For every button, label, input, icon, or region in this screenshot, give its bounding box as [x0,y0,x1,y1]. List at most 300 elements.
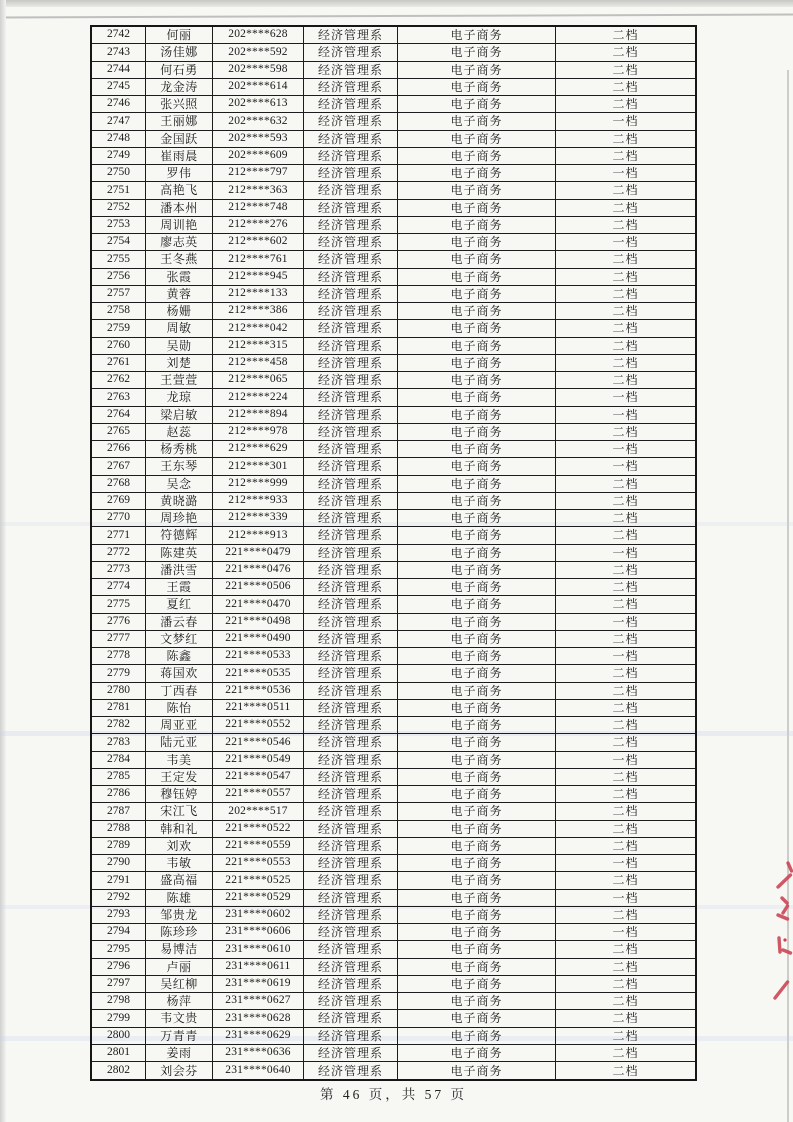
cell-major: 电子商务 [398,286,556,302]
cell-name: 韦文贵 [146,1010,213,1026]
table-row [92,976,695,993]
cell-major: 电子商务 [398,510,556,526]
cell-no: 2764 [92,407,146,423]
scan-top-edge-line [0,13,793,18]
table-row [92,1010,695,1027]
cell-major: 电子商务 [398,648,556,664]
cell-dept: 经济管理系 [304,596,398,612]
cell-major: 电子商务 [398,1045,556,1061]
cell-tier: 一档 [612,442,639,457]
table-row [92,838,695,855]
cell-name: 龙琼 [146,389,213,405]
cell-tier: 二档 [612,1011,639,1026]
cell-dept: 经济管理系 [304,441,398,457]
cell-tier: 二档 [612,562,639,577]
cell-name: 黄蓉 [146,286,213,302]
cell-dept: 经济管理系 [304,734,398,750]
cell-name: 杨秀桃 [146,441,213,457]
cell-no: 2766 [92,441,146,457]
cell-tier: 一档 [612,235,639,250]
cell-major: 电子商务 [398,493,556,509]
cell-tier: 二档 [612,821,639,836]
table-row [92,769,695,786]
cell-id: 231****0619 [213,976,304,992]
cell-dept: 经济管理系 [304,165,398,181]
cell-name: 刘楚 [146,355,213,371]
cell-no: 2743 [92,44,146,60]
cell-tier: 二档 [612,511,639,526]
table-row [92,131,695,148]
cell-major: 电子商务 [398,234,556,250]
cell-id: 221****0553 [213,855,304,871]
cell-dept: 经济管理系 [304,131,398,147]
cell-tier: 二档 [612,994,639,1009]
cell-tier: 二档 [612,700,639,715]
cell-major: 电子商务 [398,527,556,543]
table-row [92,441,695,458]
cell-name: 周珍艳 [146,510,213,526]
cell-no: 2745 [92,79,146,95]
cell-id: 202****598 [213,62,304,78]
cell-dept: 经济管理系 [304,665,398,681]
table-row [92,234,695,251]
cell-no: 2776 [92,614,146,630]
cell-id: 212****458 [213,355,304,371]
cell-name: 吴红柳 [146,976,213,992]
cell-id: 221****0529 [213,890,304,906]
cell-major: 电子商务 [398,562,556,578]
cell-no: 2800 [92,1028,146,1044]
cell-major: 电子商务 [398,79,556,95]
cell-tier: 二档 [612,321,639,336]
table-row [92,803,695,820]
cell-major: 电子商务 [398,303,556,319]
table-row [92,786,695,803]
cell-name: 韦敏 [146,855,213,871]
cell-no: 2791 [92,872,146,888]
cell-dept: 经济管理系 [304,407,398,423]
cell-name: 宋江飞 [146,803,213,819]
cell-name: 韦美 [146,752,213,768]
cell-no: 2795 [92,941,146,957]
cell-id: 221****0522 [213,821,304,837]
cell-major: 电子商务 [398,44,556,60]
cell-dept: 经济管理系 [304,648,398,664]
cell-tier: 二档 [612,200,639,215]
cell-id: 212****748 [213,200,304,216]
cell-tier: 一档 [612,114,639,129]
table-row [92,96,695,113]
cell-tier: 二档 [612,493,639,508]
table-row [92,79,695,96]
cell-id: 212****602 [213,234,304,250]
cell-no: 2793 [92,907,146,923]
cell-major: 电子商务 [398,217,556,233]
cell-tier: 一档 [612,856,639,871]
cell-name: 陈鑫 [146,648,213,664]
cell-tier: 二档 [612,907,639,922]
cell-major: 电子商务 [398,458,556,474]
table-row [92,424,695,441]
cell-id: 202****632 [213,113,304,129]
cell-tier: 一档 [612,459,639,474]
cell-name: 周训艳 [146,217,213,233]
cell-dept: 经济管理系 [304,1010,398,1026]
cell-major: 电子商务 [398,683,556,699]
table-row [92,251,695,268]
cell-dept: 经济管理系 [304,79,398,95]
cell-name: 周亚亚 [146,717,213,733]
cell-id: 212****978 [213,424,304,440]
cell-no: 2747 [92,113,146,129]
cell-id: 221****0479 [213,545,304,561]
cell-dept: 经济管理系 [304,113,398,129]
page-footer: 第 46 页，共 57 页 [320,1087,467,1102]
cell-dept: 经济管理系 [304,286,398,302]
cell-no: 2786 [92,786,146,802]
cell-no: 2768 [92,476,146,492]
cell-id: 231****0628 [213,1010,304,1026]
cell-no: 2758 [92,303,146,319]
cell-tier: 二档 [612,838,639,853]
cell-tier: 二档 [612,62,639,77]
cell-tier: 一档 [612,752,639,767]
table-row [92,890,695,907]
cell-name: 何石勇 [146,62,213,78]
cell-dept: 经济管理系 [304,476,398,492]
table-row [92,717,695,734]
cell-no: 2772 [92,545,146,561]
cell-major: 电子商务 [398,182,556,198]
cell-id: 221****0549 [213,752,304,768]
cell-id: 212****224 [213,389,304,405]
cell-name: 陈建英 [146,545,213,561]
cell-dept: 经济管理系 [304,683,398,699]
cell-major: 电子商务 [398,993,556,1009]
cell-major: 电子商务 [398,62,556,78]
cell-no: 2774 [92,579,146,595]
cell-tier: 二档 [612,286,639,301]
cell-no: 2792 [92,890,146,906]
cell-name: 廖志英 [146,234,213,250]
cell-no: 2756 [92,269,146,285]
table-row [92,941,695,958]
cell-dept: 经济管理系 [304,372,398,388]
cell-tier: 二档 [612,148,639,163]
cell-tier: 二档 [612,131,639,146]
cell-major: 电子商务 [398,165,556,181]
table-row [92,527,695,544]
cell-name: 盛高福 [146,872,213,888]
cell-no: 2797 [92,976,146,992]
table-row [92,614,695,631]
cell-no: 2796 [92,959,146,975]
table-row [92,44,695,61]
cell-tier: 二档 [612,976,639,991]
cell-tier: 一档 [612,890,639,905]
table-row [92,510,695,527]
red-ink-stamp-marks-icon [768,855,793,1005]
cell-id: 231****0602 [213,907,304,923]
cell-dept: 经济管理系 [304,717,398,733]
cell-id: 202****613 [213,96,304,112]
cell-name: 符德辉 [146,527,213,543]
cell-name: 黄晓潞 [146,493,213,509]
cell-major: 电子商务 [398,131,556,147]
cell-id: 212****761 [213,251,304,267]
cell-name: 卢丽 [146,959,213,975]
cell-id: 202****628 [213,27,304,43]
cell-id: 221****0490 [213,631,304,647]
table-row [92,752,695,769]
cell-tier: 二档 [612,28,639,43]
cell-no: 2773 [92,562,146,578]
table-row [92,458,695,475]
cell-dept: 经济管理系 [304,1028,398,1044]
cell-tier: 一档 [612,407,639,422]
cell-major: 电子商务 [398,700,556,716]
cell-major: 电子商务 [398,631,556,647]
cell-tier: 二档 [612,45,639,60]
table-row [92,113,695,130]
cell-dept: 经济管理系 [304,924,398,940]
cell-dept: 经济管理系 [304,959,398,975]
cell-dept: 经济管理系 [304,493,398,509]
cell-major: 电子商务 [398,320,556,336]
cell-name: 王定发 [146,769,213,785]
cell-id: 212****894 [213,407,304,423]
cell-tier: 二档 [612,1028,639,1043]
cell-tier: 二档 [612,666,639,681]
table-row [92,493,695,510]
cell-major: 电子商务 [398,1062,556,1079]
table-row [92,1045,695,1062]
cell-major: 电子商务 [398,200,556,216]
cell-dept: 经济管理系 [304,890,398,906]
cell-dept: 经济管理系 [304,993,398,1009]
cell-major: 电子商务 [398,27,556,43]
cell-tier: 二档 [612,735,639,750]
cell-major: 电子商务 [398,614,556,630]
cell-no: 2789 [92,838,146,854]
cell-name: 邹贵龙 [146,907,213,923]
table-row [92,596,695,613]
cell-major: 电子商务 [398,148,556,164]
cell-no: 2790 [92,855,146,871]
cell-tier: 二档 [612,528,639,543]
table-row [92,62,695,79]
cell-dept: 经济管理系 [304,838,398,854]
cell-dept: 经济管理系 [304,389,398,405]
cell-dept: 经济管理系 [304,320,398,336]
cell-name: 王冬燕 [146,251,213,267]
cell-major: 电子商务 [398,96,556,112]
table-row [92,631,695,648]
cell-id: 202****614 [213,79,304,95]
cell-tier: 二档 [612,1063,639,1078]
cell-tier: 二档 [612,580,639,595]
cell-tier: 二档 [612,959,639,974]
cell-id: 221****0557 [213,786,304,802]
cell-major: 电子商务 [398,786,556,802]
cell-dept: 经济管理系 [304,562,398,578]
cell-tier: 一档 [612,166,639,181]
table-row [92,372,695,389]
cell-tier: 二档 [612,631,639,646]
cell-major: 电子商务 [398,269,556,285]
cell-major: 电子商务 [398,838,556,854]
cell-id: 231****0627 [213,993,304,1009]
cell-id: 202****517 [213,803,304,819]
cell-no: 2779 [92,665,146,681]
cell-dept: 经济管理系 [304,579,398,595]
table-row [92,855,695,872]
cell-tier: 一档 [612,925,639,940]
cell-no: 2802 [92,1062,146,1079]
cell-dept: 经济管理系 [304,27,398,43]
cell-dept: 经济管理系 [304,182,398,198]
cell-name: 汤佳娜 [146,44,213,60]
table-row [92,286,695,303]
cell-no: 2775 [92,596,146,612]
cell-major: 电子商务 [398,959,556,975]
cell-id: 212****065 [213,372,304,388]
cell-tier: 一档 [612,545,639,560]
table-row [92,355,695,372]
cell-no: 2759 [92,320,146,336]
cell-major: 电子商务 [398,441,556,457]
cell-no: 2787 [92,803,146,819]
cell-id: 221****0470 [213,596,304,612]
cell-id: 221****0533 [213,648,304,664]
cell-name: 王霞 [146,579,213,595]
cell-no: 2757 [92,286,146,302]
cell-name: 周敏 [146,320,213,336]
cell-name: 罗伟 [146,165,213,181]
cell-id: 221****0476 [213,562,304,578]
cell-name: 金国跃 [146,131,213,147]
cell-major: 电子商务 [398,734,556,750]
cell-name: 穆钰婷 [146,786,213,802]
table-row [92,959,695,976]
cell-name: 王丽娜 [146,113,213,129]
cell-major: 电子商务 [398,251,556,267]
cell-major: 电子商务 [398,717,556,733]
cell-dept: 经济管理系 [304,62,398,78]
cell-dept: 经济管理系 [304,510,398,526]
table-row [92,821,695,838]
cell-id: 212****339 [213,510,304,526]
cell-id: 221****0498 [213,614,304,630]
cell-major: 电子商务 [398,407,556,423]
cell-name: 杨姗 [146,303,213,319]
table-row [92,872,695,889]
cell-no: 2761 [92,355,146,371]
cell-tier: 二档 [612,873,639,888]
cell-name: 丁西春 [146,683,213,699]
table-row [92,1028,695,1045]
table-row [92,200,695,217]
cell-dept: 经济管理系 [304,355,398,371]
cell-major: 电子商务 [398,769,556,785]
cell-tier: 二档 [612,476,639,491]
table-row [92,217,695,234]
cell-dept: 经济管理系 [304,44,398,60]
cell-dept: 经济管理系 [304,855,398,871]
cell-dept: 经济管理系 [304,1045,398,1061]
cell-no: 2799 [92,1010,146,1026]
cell-major: 电子商务 [398,355,556,371]
cell-dept: 经济管理系 [304,941,398,957]
cell-id: 202****593 [213,131,304,147]
table-row [92,389,695,406]
cell-tier: 二档 [612,424,639,439]
cell-tier: 二档 [612,597,639,612]
cell-no: 2754 [92,234,146,250]
cell-id: 212****945 [213,269,304,285]
cell-dept: 经济管理系 [304,1062,398,1079]
cell-name: 陈怡 [146,700,213,716]
cell-no: 2750 [92,165,146,181]
cell-dept: 经济管理系 [304,545,398,561]
cell-id: 221****0535 [213,665,304,681]
cell-major: 电子商务 [398,389,556,405]
cell-no: 2781 [92,700,146,716]
cell-id: 212****276 [213,217,304,233]
cell-tier: 一档 [612,614,639,629]
cell-tier: 二档 [612,217,639,232]
table-row [92,665,695,682]
cell-dept: 经济管理系 [304,614,398,630]
cell-dept: 经济管理系 [304,821,398,837]
cell-dept: 经济管理系 [304,769,398,785]
cell-dept: 经济管理系 [304,631,398,647]
cell-name: 潘本州 [146,200,213,216]
cell-no: 2767 [92,458,146,474]
cell-dept: 经济管理系 [304,217,398,233]
table-row [92,148,695,165]
cell-dept: 经济管理系 [304,700,398,716]
table-row [92,27,695,44]
cell-id: 221****0506 [213,579,304,595]
table-row [92,993,695,1010]
cell-tier: 二档 [612,769,639,784]
cell-name: 文梦红 [146,631,213,647]
cell-name: 张兴照 [146,96,213,112]
cell-id: 231****0611 [213,959,304,975]
cell-major: 电子商务 [398,941,556,957]
cell-id: 212****363 [213,182,304,198]
cell-dept: 经济管理系 [304,872,398,888]
cell-id: 212****913 [213,527,304,543]
cell-id: 212****933 [213,493,304,509]
cell-name: 王萱萱 [146,372,213,388]
cell-major: 电子商务 [398,545,556,561]
cell-no: 2794 [92,924,146,940]
cell-no: 2782 [92,717,146,733]
cell-dept: 经济管理系 [304,234,398,250]
cell-major: 电子商务 [398,821,556,837]
cell-dept: 经济管理系 [304,338,398,354]
cell-major: 电子商务 [398,424,556,440]
cell-dept: 经济管理系 [304,786,398,802]
table-row [92,1062,695,1079]
cell-name: 张霞 [146,269,213,285]
cell-name: 吴勋 [146,338,213,354]
cell-name: 夏红 [146,596,213,612]
cell-major: 电子商务 [398,596,556,612]
cell-name: 韩和礼 [146,821,213,837]
